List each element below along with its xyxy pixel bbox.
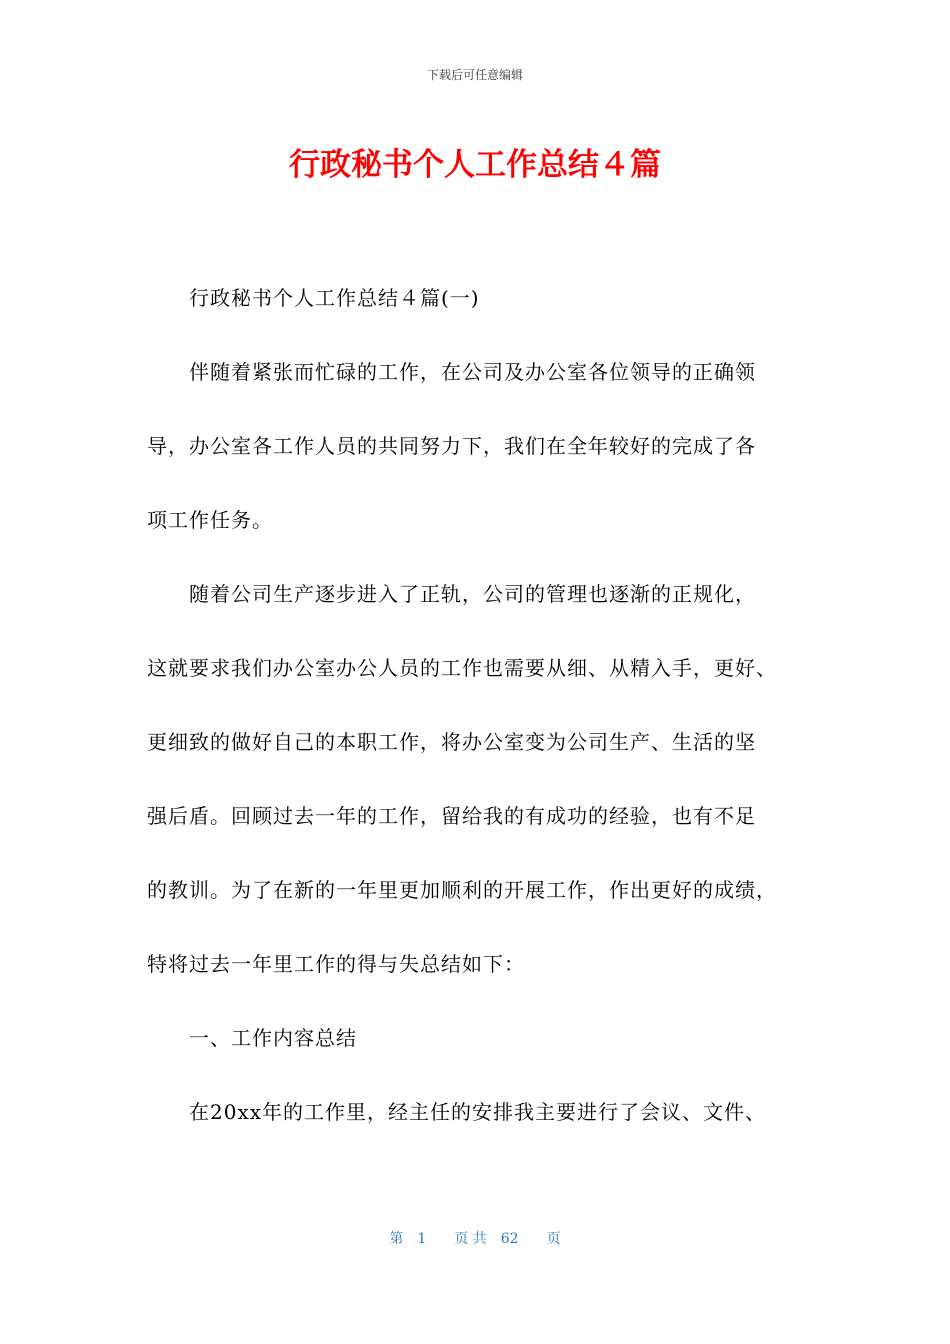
- header-note: 下载后可任意编辑: [426, 68, 523, 82]
- document-title: 行政秘书个人工作总结４篇: [289, 147, 661, 183]
- paragraph-line: 在20xx年的工作里，经主任的安排我主要进行了会议、文件、: [189, 1100, 767, 1124]
- paragraph-line: 导，办公室各工作人员的共同努力下，我们在全年较好的完成了各: [147, 434, 756, 458]
- paragraph-line: 的教训。为了在新的一年里更加顺利的开展工作，作出更好的成绩，: [147, 878, 777, 902]
- paragraph-line: 随着公司生产逐步进入了正轨，公司的管理也逐渐的正规化，: [189, 582, 756, 606]
- paragraph-line: 行政秘书个人工作总结４篇(一): [189, 286, 480, 310]
- paragraph-line: 特将过去一年里工作的得与失总结如下：: [147, 952, 525, 976]
- document-body: [147, 280, 827, 1168]
- paragraph-line: 伴随着紧张而忙碌的工作，在公司及办公室各位领导的正确领: [189, 360, 756, 384]
- paragraph-line: 更细致的做好自己的本职工作，将办公室变为公司生产、生活的坚: [147, 730, 756, 754]
- section-heading: 一、工作内容总结: [189, 1026, 357, 1050]
- paragraph-line: 强后盾。回顾过去一年的工作，留给我的有成功的经验，也有不足: [147, 804, 756, 828]
- page-footer: 第 1 页 共 62 页: [389, 1231, 561, 1247]
- paragraph-line: 这就要求我们办公室办公人员的工作也需要从细、从精入手，更好、: [147, 656, 777, 680]
- paragraph-line: 项工作任务。: [147, 508, 273, 532]
